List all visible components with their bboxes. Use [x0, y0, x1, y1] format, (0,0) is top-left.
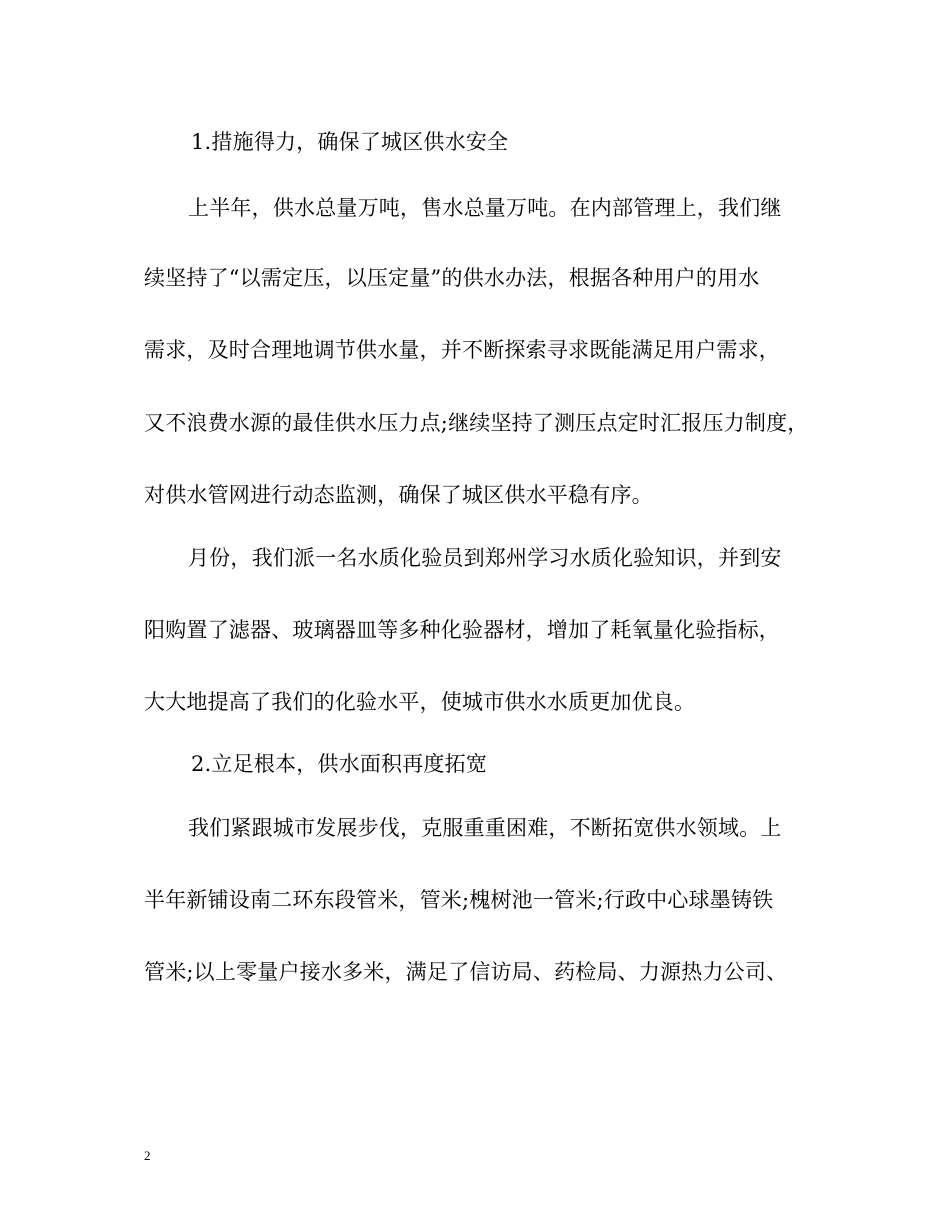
paragraph-line: 大大地提高了我们的化验水平，使城市供水水质更加优良。: [144, 690, 696, 714]
section-heading-2: 2.立足根本，供水面积再度拓宽: [191, 752, 488, 776]
paragraph-line: 需求，及时合理地调节供水量，并不断探索寻求既能满足用户需求，: [144, 338, 780, 362]
paragraph-line: 月份，我们派一名水质化验员到郑州学习水质化验知识，并到安: [188, 546, 782, 570]
paragraph-line: 管米;以上零量户接水多米，满足了信访局、药检局、力源热力公司、: [144, 960, 788, 984]
paragraph-line: 上半年，供水总量万吨，售水总量万吨。在内部管理上，我们继: [188, 196, 782, 220]
paragraph-line: 续坚持了“以需定压，以压定量”的供水办法，根据各种用户的用水: [144, 266, 760, 290]
paragraph-line: 又不浪费水源的最佳供水压力点;继续坚持了测压点定时汇报压力制度，: [144, 411, 809, 435]
paragraph-line: 半年新铺设南二环东段管米，管米;槐树池一管米;行政中心球墨铸铁: [144, 888, 774, 912]
section-heading-1: 1.措施得力，确保了城区供水安全: [191, 130, 509, 154]
paragraph-line: 阳购置了滤器、玻璃器皿等多种化验器材，增加了耗氧量化验指标，: [144, 618, 780, 642]
page-number: 2: [144, 1148, 151, 1163]
paragraph-line: 对供水管网进行动态监测，确保了城区供水平稳有序。: [144, 483, 653, 507]
paragraph-line: 我们紧跟城市发展步伐，克服重重困难，不断拓宽供水领域。上: [188, 816, 782, 840]
